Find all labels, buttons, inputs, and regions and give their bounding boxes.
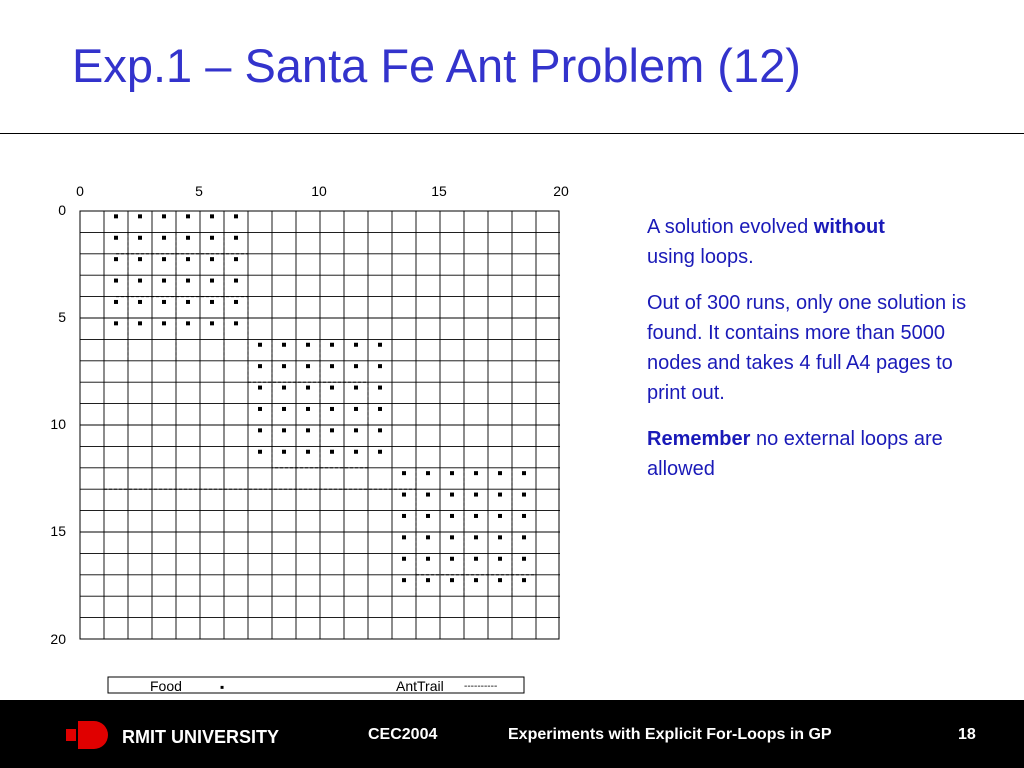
food-pellet bbox=[474, 471, 478, 475]
food-pellet bbox=[162, 300, 166, 304]
food-pellet bbox=[210, 257, 214, 261]
footer-conference: CEC2004 bbox=[368, 726, 438, 743]
food-pellet bbox=[162, 236, 166, 240]
food-pellet bbox=[354, 407, 358, 411]
food-pellet bbox=[330, 407, 334, 411]
food-pellet bbox=[498, 535, 502, 539]
food-pellet bbox=[498, 557, 502, 561]
p1-text-end: using loops. bbox=[647, 246, 754, 268]
food-pellet bbox=[378, 450, 382, 454]
food-pellet bbox=[138, 236, 142, 240]
food-pellet bbox=[186, 236, 190, 240]
food-pellet bbox=[498, 514, 502, 518]
food-pellet bbox=[162, 257, 166, 261]
food-pellet bbox=[354, 450, 358, 454]
legend-food-symbol: ▪ bbox=[220, 680, 225, 694]
title-divider bbox=[0, 133, 1024, 134]
ant-trail-lines bbox=[92, 232, 536, 596]
y-tick-label: 15 bbox=[50, 523, 66, 539]
food-pellet bbox=[498, 493, 502, 497]
food-pellet bbox=[138, 214, 142, 218]
food-pellet bbox=[114, 300, 118, 304]
food-pellet bbox=[282, 364, 286, 368]
food-pellet bbox=[330, 450, 334, 454]
food-pellet bbox=[114, 214, 118, 218]
paragraph-remember bbox=[647, 424, 977, 484]
food-pellet bbox=[282, 386, 286, 390]
food-pellet bbox=[306, 386, 310, 390]
food-pellet bbox=[210, 279, 214, 283]
food-pellet bbox=[258, 407, 262, 411]
food-pellet bbox=[306, 343, 310, 347]
food-pellet bbox=[306, 428, 310, 432]
food-pellet bbox=[522, 578, 526, 582]
food-pellet bbox=[522, 557, 526, 561]
p1-text: A solution evolved bbox=[647, 216, 814, 238]
food-pellet bbox=[426, 578, 430, 582]
food-pellet bbox=[114, 236, 118, 240]
food-pellet bbox=[378, 428, 382, 432]
food-pellet bbox=[378, 364, 382, 368]
food-pellet bbox=[282, 407, 286, 411]
food-pellet bbox=[234, 257, 238, 261]
food-pellet bbox=[450, 557, 454, 561]
food-pellet bbox=[306, 407, 310, 411]
food-pellet bbox=[234, 300, 238, 304]
food-pellet bbox=[186, 321, 190, 325]
legend-food-label: Food bbox=[150, 678, 182, 694]
food-pellet bbox=[378, 407, 382, 411]
food-pellet bbox=[258, 428, 262, 432]
food-pellet bbox=[426, 493, 430, 497]
p3-text: no external loops are allowed bbox=[647, 428, 943, 480]
y-tick-label: 0 bbox=[58, 202, 66, 218]
food-pellet bbox=[354, 428, 358, 432]
food-pellet bbox=[402, 557, 406, 561]
slide-footer bbox=[0, 700, 1024, 768]
food-pellet bbox=[330, 428, 334, 432]
food-pellet bbox=[378, 343, 382, 347]
food-pellet bbox=[402, 493, 406, 497]
food-pellet bbox=[306, 450, 310, 454]
food-pellet bbox=[378, 386, 382, 390]
food-pellet bbox=[114, 257, 118, 261]
food-pellet bbox=[450, 471, 454, 475]
food-pellet bbox=[114, 321, 118, 325]
food-pellet bbox=[186, 257, 190, 261]
legend-trail-symbol: ---------- bbox=[464, 681, 498, 692]
food-pellet bbox=[138, 300, 142, 304]
paragraph-without-loops bbox=[647, 212, 977, 272]
food-pellet bbox=[426, 514, 430, 518]
food-pellet bbox=[330, 343, 334, 347]
food-pellet bbox=[474, 557, 478, 561]
rmit-logo-icon bbox=[66, 717, 110, 753]
ant-trail-figure bbox=[40, 178, 590, 698]
x-tick-label: 5 bbox=[195, 183, 203, 199]
food-pellet bbox=[114, 279, 118, 283]
food-pellet bbox=[402, 471, 406, 475]
food-pellet bbox=[522, 514, 526, 518]
footer-talk-title: Experiments with Explicit For-Loops in GP bbox=[508, 726, 832, 743]
trail-grid-svg bbox=[40, 178, 590, 698]
food-pellet bbox=[258, 343, 262, 347]
food-pellet bbox=[162, 214, 166, 218]
food-pellet bbox=[234, 279, 238, 283]
footer-page-number: 18 bbox=[958, 726, 976, 743]
food-pellet bbox=[258, 364, 262, 368]
food-pellet bbox=[138, 257, 142, 261]
food-pellet bbox=[162, 321, 166, 325]
food-pellet bbox=[426, 557, 430, 561]
p1-bold: without bbox=[813, 216, 885, 238]
food-pellet bbox=[426, 471, 430, 475]
food-pellet bbox=[138, 279, 142, 283]
food-pellet bbox=[402, 578, 406, 582]
food-pellet bbox=[522, 535, 526, 539]
paragraph-runs: Out of 300 runs, only one solution is found. It contains more than 5000 nodes and takes 4 full A4 pages to print out. bbox=[647, 292, 967, 404]
food-pellet bbox=[210, 300, 214, 304]
food-pellet bbox=[498, 471, 502, 475]
food-pellet bbox=[474, 514, 478, 518]
x-tick-label: 15 bbox=[431, 183, 447, 199]
food-pellet bbox=[186, 300, 190, 304]
food-pellet bbox=[330, 364, 334, 368]
food-pellet bbox=[450, 578, 454, 582]
food-pellet bbox=[330, 386, 334, 390]
y-tick-label: 10 bbox=[50, 416, 66, 432]
x-tick-label: 0 bbox=[76, 183, 84, 199]
food-pellet bbox=[474, 578, 478, 582]
food-pellet bbox=[498, 578, 502, 582]
food-pellet bbox=[138, 321, 142, 325]
y-tick-label: 5 bbox=[58, 309, 66, 325]
food-pellet bbox=[234, 236, 238, 240]
food-pellet bbox=[354, 343, 358, 347]
x-tick-label: 20 bbox=[553, 183, 569, 199]
food-pellet bbox=[474, 535, 478, 539]
food-pellet bbox=[402, 514, 406, 518]
food-pellet bbox=[234, 214, 238, 218]
food-pellet bbox=[450, 535, 454, 539]
food-pellet bbox=[210, 321, 214, 325]
slide-title: Exp.1 – Santa Fe Ant Problem (12) bbox=[72, 39, 801, 92]
food-pellet bbox=[522, 471, 526, 475]
x-tick-label: 10 bbox=[311, 183, 327, 199]
food-pellet bbox=[258, 386, 262, 390]
food-pellet bbox=[522, 493, 526, 497]
food-pellet bbox=[354, 386, 358, 390]
food-pellet bbox=[426, 535, 430, 539]
food-pellet bbox=[282, 450, 286, 454]
food-pellet bbox=[234, 321, 238, 325]
text-panel bbox=[647, 212, 977, 500]
food-pellet bbox=[354, 364, 358, 368]
food-pellet bbox=[306, 364, 310, 368]
food-pellet bbox=[186, 214, 190, 218]
footer-university: RMIT UNIVERSITY bbox=[122, 727, 280, 747]
food-pellet bbox=[450, 493, 454, 497]
food-pellet bbox=[210, 214, 214, 218]
y-tick-label: 20 bbox=[50, 631, 66, 647]
p3-bold: Remember bbox=[647, 428, 751, 450]
food-pellet bbox=[162, 279, 166, 283]
food-pellet bbox=[474, 493, 478, 497]
food-pellet bbox=[258, 450, 262, 454]
legend-trail-label: AntTrail bbox=[396, 678, 444, 694]
food-pellet bbox=[450, 514, 454, 518]
food-pellet bbox=[282, 428, 286, 432]
food-pellet bbox=[402, 535, 406, 539]
food-pellet bbox=[186, 279, 190, 283]
food-pellet bbox=[282, 343, 286, 347]
food-pellet bbox=[210, 236, 214, 240]
